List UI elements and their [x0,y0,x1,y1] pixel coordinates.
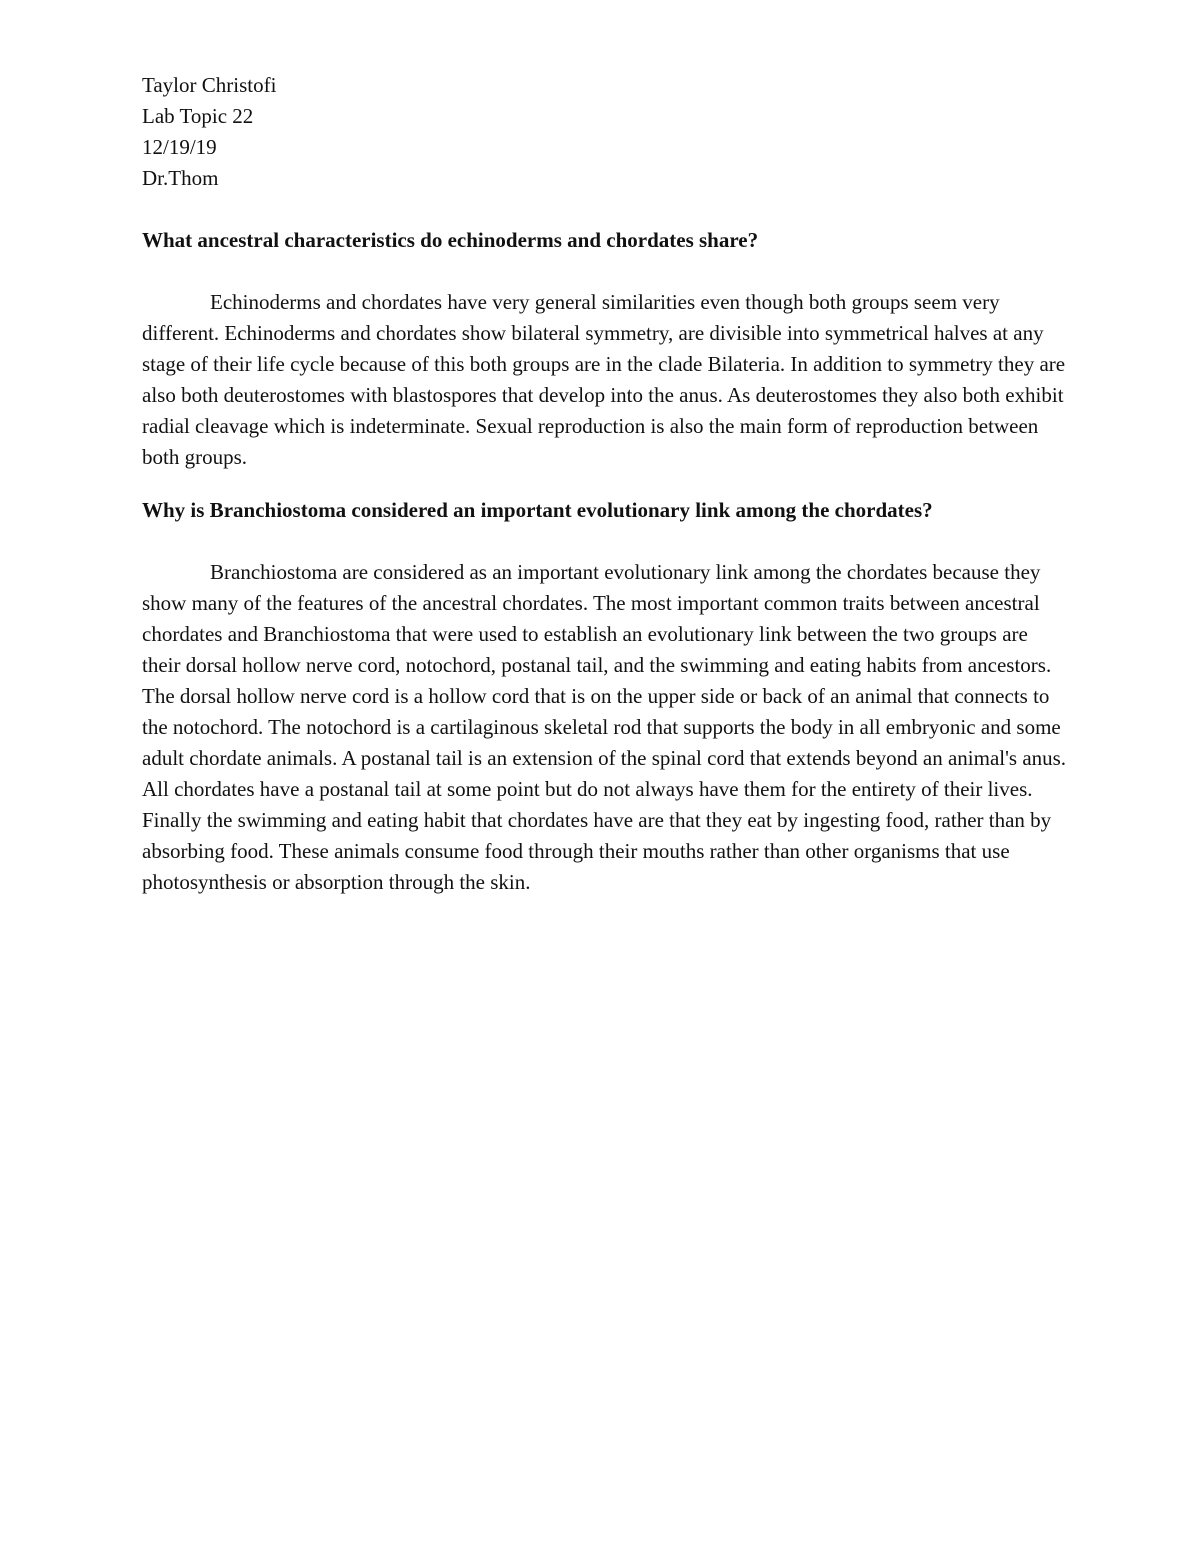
document-date: 12/19/19 [142,135,217,159]
question-heading-1: What ancestral characteristics do echinoderms and chordates share? [142,228,759,252]
instructor-name: Dr.Thom [142,166,219,190]
answer-paragraph-1: Echinoderms and chordates have very general similarities even though both groups seem very different. Echinoderms and chordates show bilateral symmetry, are divisible into symmetrical halves at any stage of their life cycle because of this both groups are in the clade Bilateria. In addition to symmetry they are also both deuterostomes with blastospores that develop into the anus. As deuterostomes they also both exhibit radial cleavage which is indeterminate. Sexual reproduction is also the main form of reproduction between both groups. [142,290,1066,469]
author-name: Taylor Christofi [142,73,277,97]
question-heading-2: Why is Branchiostoma considered an important evolutionary link among the chordates? [142,498,933,522]
answer-paragraph-2: Branchiostoma are considered as an important evolutionary link among the chordates because they show many of the features of the ancestral chordates. The most important common traits between ancestral chordates and Branchiostoma that were used to establish an evolutionary link between the two groups are their dorsal hollow nerve cord, notochord, postanal tail, and the swimming and eating habits from ancestors. The dorsal hollow nerve cord is a hollow cord that is on the upper side or back of an animal that connects to the notochord. The notochord is a cartilaginous skeletal rod that supports the body in all embryonic and some adult chordate animals. A postanal tail is an extension of the spinal cord that extends beyond an animal's anus. All chordates have a postanal tail at some point but do not always have them for the entirety of their lives. Finally the swimming and eating habit that chordates have are that they eat by ingesting food, rather than by absorbing food. These animals consume food through their mouths rather than other organisms that use photosynthesis or absorption through the skin. [142,560,1067,894]
lab-topic: Lab Topic 22 [142,104,254,128]
document-body [142,70,1070,898]
